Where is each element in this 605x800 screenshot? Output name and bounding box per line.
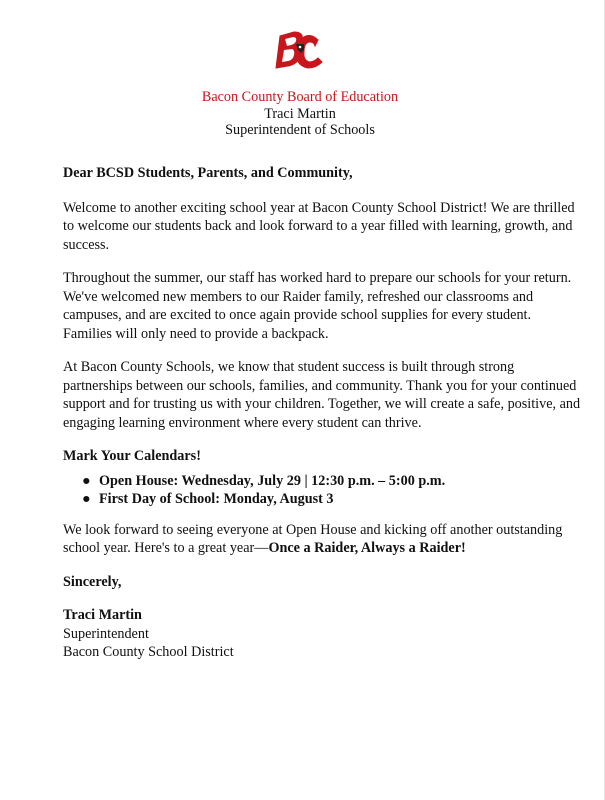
letter-body [63,164,583,662]
event-list [63,472,583,509]
event-first-day [63,490,583,509]
superintendent-title: Superintendent of Schools [225,122,375,138]
event-open-house [63,472,583,491]
paragraph-partnerships: At Bacon County Schools, we know that student success is built through strong partnerships between our schools, families, and community. Thank you for your continued support and for trusting us with your children. Together, we will create a safe, positive, and engaging learning environment where every student can thrive. [63,359,581,431]
closing-text: We look forward to seeing everyone at Open House and kicking off another outstanding school year. Here's to a great year— [63,521,563,556]
paragraph-welcome: Welcome to another exciting school year at Bacon County School District! We are thrilled to welcome our students back and look forward to a year filled with learning, growth, and success. [63,199,575,253]
bacon-county-logo [274,26,326,76]
closing-paragraph [63,521,583,558]
greeting: Dear BCSD Students, Parents, and Community, [63,165,353,181]
bullet-icon: ● [82,491,91,507]
superintendent-name: Traci Martin [264,105,336,122]
paragraph-summer: Throughout the summer, our staff has worked hard to prepare our schools for your return. We've welcomed new members to our Raider family, refreshed our classrooms and campuses, and are excited to once again provide school supplies for every student. Families will only need to provide a backpack. [63,270,572,342]
organization-name: Bacon County Board of Education [201,89,399,105]
raider-slogan: Once a Raider, Always a Raider! [268,540,466,556]
signer-title: Superintendent [63,625,149,642]
event-text: First Day of School: Monday, August 3 [99,491,334,507]
bullet-icon: ● [82,472,91,489]
sign-off: Sincerely, [63,573,122,590]
letterhead [0,89,600,139]
signer-org: Bacon County School District [63,644,234,660]
event-text: Open House: Wednesday, July 29 | 12:30 p.m. – 5:00 p.m. [99,472,446,489]
signature-block [63,573,583,662]
signer-name: Traci Martin [63,607,142,623]
calendar-heading: Mark Your Calendars! [63,448,201,464]
